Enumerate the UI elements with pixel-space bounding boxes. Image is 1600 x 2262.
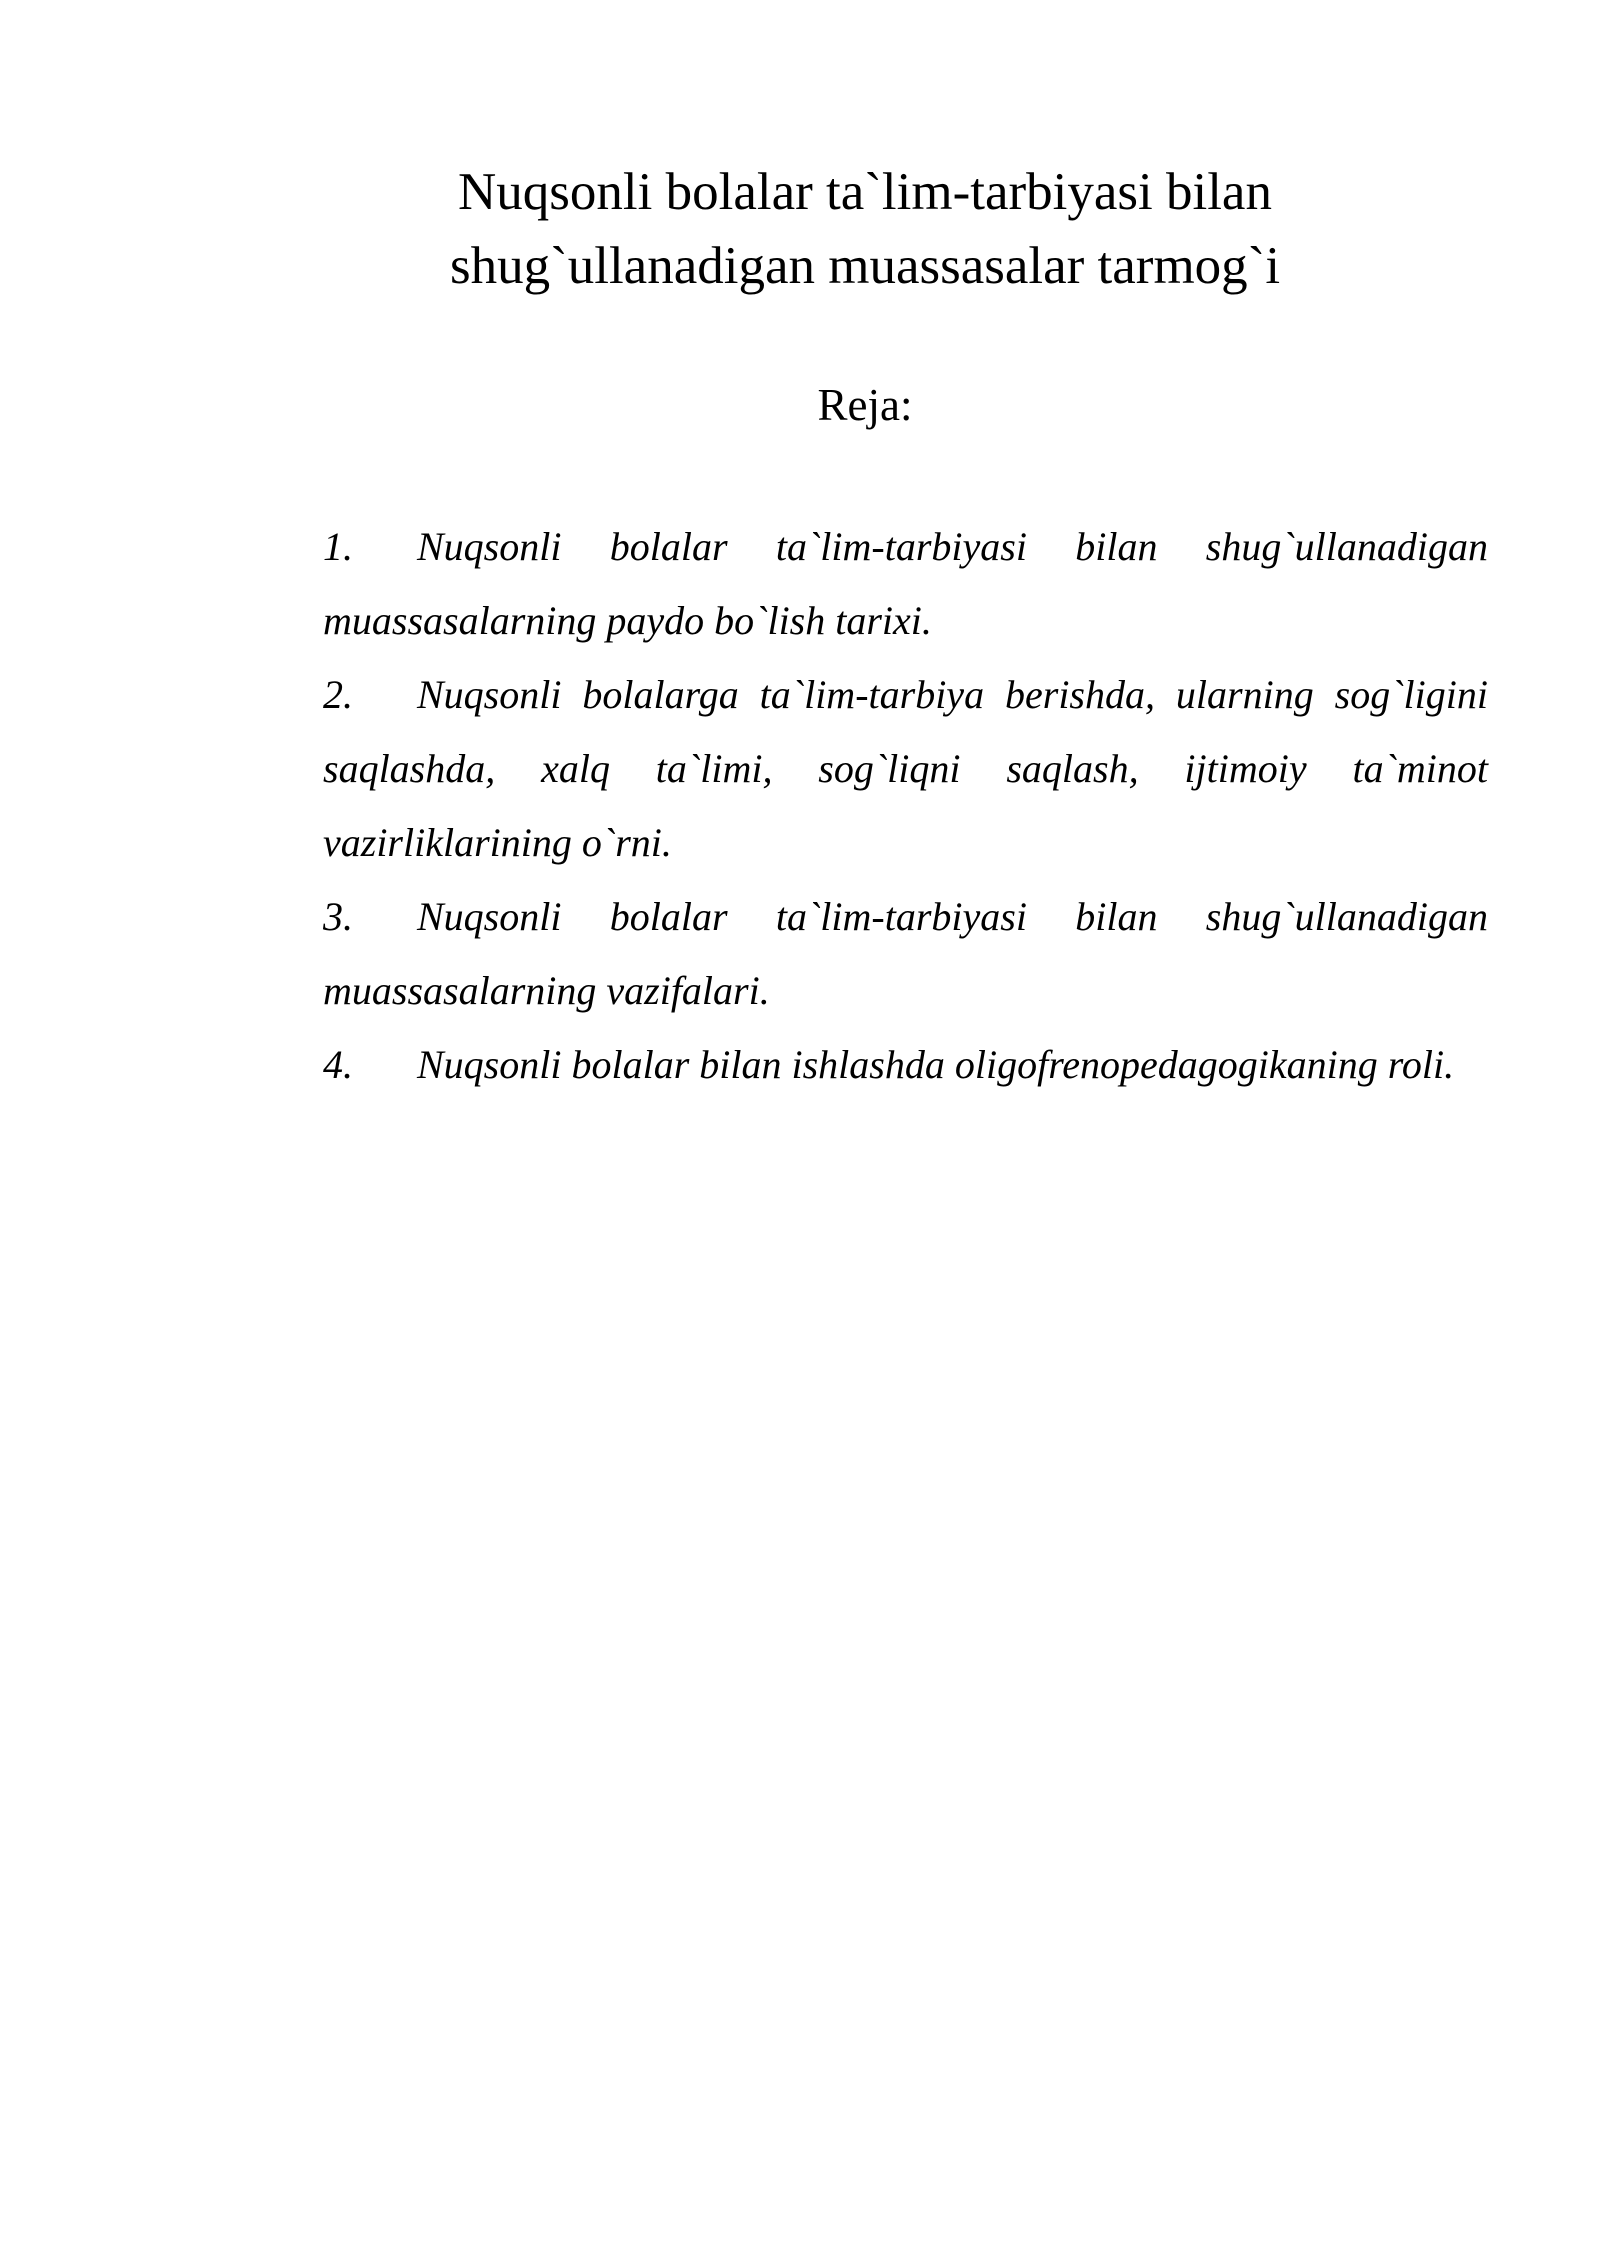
plan-item — [323, 880, 1488, 1028]
plan-list — [323, 510, 1488, 1102]
plan-item-text: Nuqsonli bolalar ta`lim-tarbiyasi bilan shug`ullanadigan muassasalarning paydo bo`lish tarixi. — [323, 524, 1488, 643]
document-title-line-2: shug`ullanadigan muassasalar tarmog`i — [449, 237, 1281, 295]
plan-item — [323, 658, 1488, 880]
plan-item-text: Nuqsonli bolalar bilan ishlashda oligofrenopedagogikaning roli. — [417, 1042, 1455, 1087]
plan-heading: Reja: — [817, 380, 913, 430]
plan-item-text: Nuqsonli bolalarga ta`lim-tarbiya berishda, ularning sog`ligini saqlashda, xalq ta`limi, sog`liqni saqlash, ijtimoiy ta`minot vazirliklarining o`rni. — [323, 672, 1488, 865]
plan-item-number: 1. — [323, 524, 353, 569]
plan-item — [323, 1028, 1488, 1102]
plan-item — [323, 510, 1488, 658]
plan-item-number: 2. — [323, 672, 353, 717]
document-title — [320, 155, 1410, 303]
plan-item-text: Nuqsonli bolalar ta`lim-tarbiyasi bilan shug`ullanadigan muassasalarning vazifalari. — [323, 894, 1488, 1013]
plan-item-number: 3. — [323, 894, 353, 939]
plan-item-number: 4. — [323, 1042, 353, 1087]
document-title-line-1: Nuqsonli bolalar ta`lim-tarbiyasi bilan — [458, 163, 1272, 221]
